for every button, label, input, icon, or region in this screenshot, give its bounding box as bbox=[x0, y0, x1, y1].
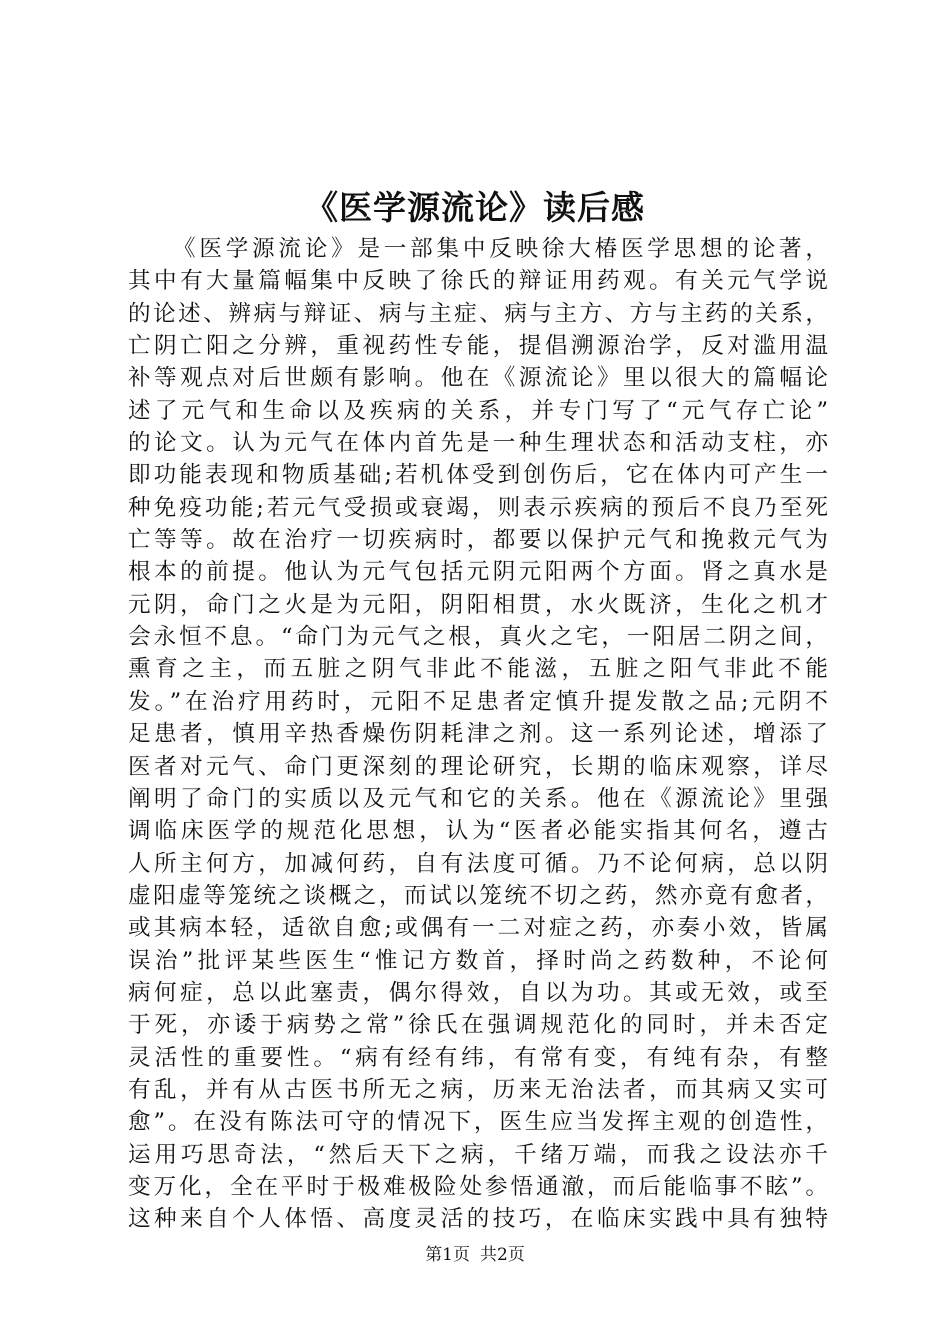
page-footer bbox=[0, 1243, 950, 1267]
body-line: 《医学源流论》是一部集中反映徐大椿医学思想的论著， bbox=[173, 236, 828, 262]
body-line: 虚阳虚等笼统之谈概之，而试以笼统不切之药，然亦竟有愈者， bbox=[128, 882, 828, 909]
body-line: 误治”批评某些医生“惟记方数首，择时尚之药数种，不论何 bbox=[128, 947, 828, 974]
body-line: 病何症，总以此塞责，偶尔得效，自以为功。其或无效，或至 bbox=[128, 979, 828, 1006]
body-line: 于死，亦诿于病势之常”徐氏在强调规范化的同时，并未否定 bbox=[128, 1012, 828, 1039]
body-line: 即功能表现和物质基础;若机体受到创伤后，它在体内可产生一 bbox=[128, 462, 828, 489]
body-line: 述了元气和生命以及疾病的关系，并专门写了“元气存亡论” bbox=[128, 397, 828, 424]
body-line: 愈”。在没有陈法可守的情况下，医生应当发挥主观的创造性， bbox=[128, 1109, 828, 1136]
body-line: 阐明了命门的实质以及元气和它的关系。他在《源流论》里强 bbox=[128, 785, 828, 812]
body-line: 根本的前提。他认为元气包括元阴元阳两个方面。肾之真水是 bbox=[128, 559, 828, 586]
body-line: 医者对元气、命门更深刻的理论研究，长期的临床观察，详尽 bbox=[128, 753, 828, 780]
document-title: 《医学源流论》读后感 bbox=[305, 188, 645, 227]
body-line: 有乱，并有从古医书所无之病，历来无治法者，而其病又实可 bbox=[128, 1076, 828, 1103]
body-line: 的论文。认为元气在体内首先是一种生理状态和活动支柱，亦 bbox=[128, 430, 828, 457]
body-line: 灵活性的重要性。“病有经有纬，有常有变，有纯有杂，有整 bbox=[128, 1044, 828, 1071]
body-line: 人所主何方，加减何药，自有法度可循。乃不论何病，总以阴 bbox=[128, 850, 828, 877]
body-line: 调临床医学的规范化思想，认为“医者必能实指其何名，遵古 bbox=[128, 818, 828, 845]
body-line: 变万化，全在平时于极难极险处参悟通澈，而后能临事不眩”。 bbox=[128, 1173, 828, 1200]
body-line: 亡阴亡阳之分辨，重视药性专能，提倡溯源治学，反对滥用温 bbox=[128, 333, 828, 360]
body-line: 补等观点对后世颇有影响。他在《源流论》里以很大的篇幅论 bbox=[128, 365, 828, 392]
body-line: 的论述、辨病与辩证、病与主症、病与主方、方与主药的关系， bbox=[128, 300, 828, 327]
body-line: 会永恒不息。“命门为元气之根，真火之宅，一阳居二阴之间， bbox=[128, 624, 828, 651]
body-line: 亡等等。故在治疗一切疾病时，都要以保护元气和挽救元气为 bbox=[128, 527, 828, 554]
body-line: 熏育之主，而五脏之阴气非此不能滋，五脏之阳气非此不能 bbox=[128, 656, 828, 683]
page-total: 共2页 bbox=[480, 1245, 525, 1265]
page-number: 第1页 bbox=[425, 1245, 470, 1265]
document-body bbox=[128, 233, 828, 1236]
body-line: 元阴，命门之火是为元阳，阴阳相贯，水火既济，生化之机才 bbox=[128, 591, 828, 618]
body-line: 或其病本轻，适欲自愈;或偶有一二对症之药，亦奏小效，皆属 bbox=[128, 915, 828, 942]
body-line: 足患者，慎用辛热香燥伤阴耗津之剂。这一系列论述，增添了 bbox=[128, 721, 828, 748]
body-line: 这种来自个人体悟、高度灵活的技巧，在临床实践中具有独特 bbox=[128, 1206, 828, 1233]
body-line: 种免疫功能;若元气受损或衰竭，则表示疾病的预后不良乃至死 bbox=[128, 494, 828, 521]
body-line: 发。”在治疗用药时，元阳不足患者定慎升提发散之品;元阴不 bbox=[128, 688, 828, 715]
body-line: 运用巧思奇法，“然后天下之病，千绪万端，而我之设法亦千 bbox=[128, 1141, 828, 1168]
body-line: 其中有大量篇幅集中反映了徐氏的辩证用药观。有关元气学说 bbox=[128, 268, 828, 295]
